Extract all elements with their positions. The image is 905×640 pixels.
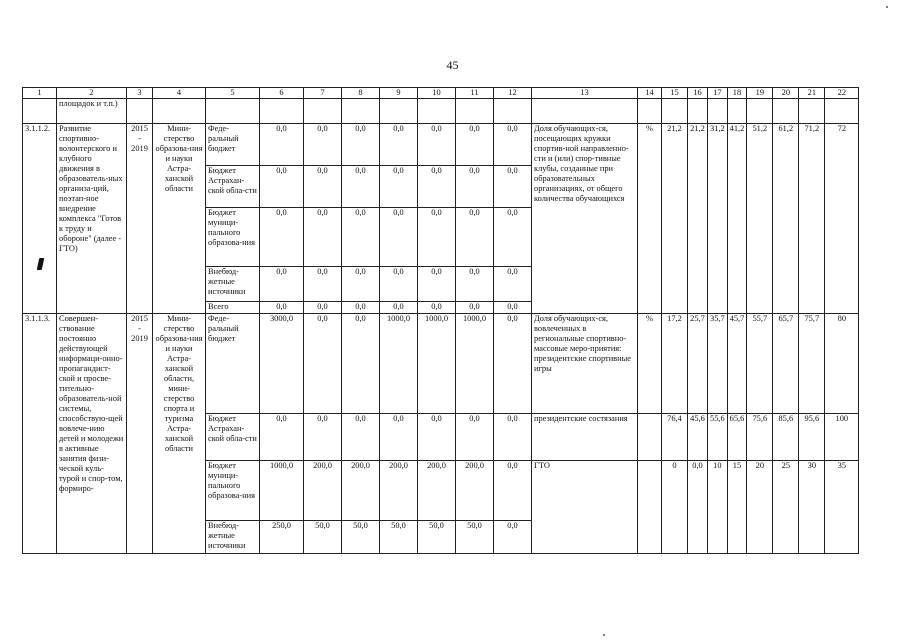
indicator-value: 65,7	[773, 314, 799, 414]
activity-years: 2015 - 2019	[127, 124, 153, 314]
column-number: 10	[418, 88, 456, 99]
funding-value: 0,0	[494, 461, 532, 521]
activity-name: Развитие спортивно-волонтерского и клубного движения в образователь-ных организа-ций, поэтап-ное внедрение комплекса "Готов к труду и обороне" (далее - ГТО)	[57, 124, 127, 314]
funding-value: 0,0	[418, 414, 456, 461]
indicator-value: 41,2	[727, 124, 747, 314]
funding-source: Внебюд-жетные источники	[206, 267, 260, 302]
funding-value: 0,0	[260, 302, 304, 314]
page-number: 45	[446, 58, 459, 72]
scan-speck	[603, 634, 605, 636]
funding-value: 0,0	[494, 414, 532, 461]
funding-value: 200,0	[418, 461, 456, 521]
funding-value: 50,0	[456, 521, 494, 554]
funding-source: Бюджет Астрахан-ской обла-сти	[206, 414, 260, 461]
indicator-value: 95,6	[799, 414, 825, 461]
funding-value: 0,0	[418, 302, 456, 314]
indicator-name: президентские состязания	[532, 414, 638, 461]
funding-value: 0,0	[342, 267, 380, 302]
funding-value: 0,0	[304, 208, 342, 267]
indicator-unit	[638, 414, 662, 461]
indicator-unit	[638, 461, 662, 554]
column-number: 15	[662, 88, 688, 99]
indicator-value: 65,6	[727, 414, 747, 461]
column-number: 19	[747, 88, 773, 99]
funding-value: 0,0	[260, 124, 304, 166]
column-number: 21	[799, 88, 825, 99]
activity-years: 2015 - 2019	[127, 314, 153, 554]
indicator-value: 21,2	[662, 124, 688, 314]
funding-value: 0,0	[304, 314, 342, 414]
funding-value: 1000,0	[456, 314, 494, 414]
column-number: 14	[638, 88, 662, 99]
indicator-value: 0,0	[688, 461, 708, 554]
funding-value: 0,0	[456, 208, 494, 267]
funding-value: 1000,0	[380, 314, 418, 414]
column-number-row	[23, 88, 859, 99]
continuation-row	[23, 99, 859, 124]
indicator-name: ГТО	[532, 461, 638, 554]
funding-value: 0,0	[418, 166, 456, 208]
indicator-value: 75,6	[747, 414, 773, 461]
funding-value: 0,0	[494, 124, 532, 166]
indicator-value: 25	[773, 461, 799, 554]
indicator-value: 35	[825, 461, 859, 554]
column-number: 5	[206, 88, 260, 99]
indicator-value: 31,2	[708, 124, 728, 314]
funding-value: 250,0	[260, 521, 304, 554]
indicator-value: 55,6	[708, 414, 728, 461]
funding-value: 50,0	[304, 521, 342, 554]
funding-value: 0,0	[304, 124, 342, 166]
funding-value: 50,0	[380, 521, 418, 554]
indicator-value: 72	[825, 124, 859, 314]
activity-name-continued: площадок и т.п.)	[57, 99, 127, 124]
activity-code: 3.1.1.2.	[23, 124, 57, 314]
column-number: 13	[532, 88, 638, 99]
funding-value: 3000,0	[260, 314, 304, 414]
column-number: 12	[494, 88, 532, 99]
indicator-value: 15	[727, 461, 747, 554]
column-number: 6	[260, 88, 304, 99]
indicator-value: 17,2	[662, 314, 688, 414]
indicator-value: 45,6	[688, 414, 708, 461]
column-number: 7	[304, 88, 342, 99]
indicator-value: 35,7	[708, 314, 728, 414]
funding-value: 0,0	[494, 521, 532, 554]
funding-value: 0,0	[342, 124, 380, 166]
funding-value: 0,0	[380, 208, 418, 267]
funding-value: 0,0	[418, 267, 456, 302]
funding-value: 0,0	[304, 414, 342, 461]
indicator-value: 45,7	[727, 314, 747, 414]
indicator-name: Доля обучающих-ся, вовлеченных в региональные спортивно-массовые меро-приятия: президентские спортивные игры	[532, 314, 638, 414]
table-row	[23, 124, 859, 166]
indicator-value: 0	[662, 461, 688, 554]
indicator-value: 100	[825, 414, 859, 461]
funding-value: 200,0	[456, 461, 494, 521]
funding-value: 0,0	[260, 414, 304, 461]
column-number: 9	[380, 88, 418, 99]
program-table	[22, 87, 859, 554]
funding-source: Бюджет муници-пального образова-ния	[206, 208, 260, 267]
column-number: 11	[456, 88, 494, 99]
indicator-value: 21,2	[688, 124, 708, 314]
funding-value: 0,0	[456, 414, 494, 461]
column-number: 17	[708, 88, 728, 99]
funding-value: 0,0	[304, 267, 342, 302]
table-row	[23, 314, 859, 414]
activity-executor: Мини-стерство образова-ния и науки Астра-ханской области, мини-стерство спорта и туризма Астра-ханской области	[153, 314, 206, 554]
funding-source: Феде-ральный бюджет	[206, 124, 260, 166]
funding-source: Всего	[206, 302, 260, 314]
funding-value: 0,0	[456, 166, 494, 208]
funding-value: 0,0	[456, 302, 494, 314]
funding-value: 0,0	[304, 302, 342, 314]
funding-value: 0,0	[380, 302, 418, 314]
indicator-value: 30	[799, 461, 825, 554]
indicator-name: Доля обучающих-ся, посещающих кружки спортив-ной направленно-сти и (или) спор-тивные клубы, созданные при образовательных организациях, от общего количества обучающихся	[532, 124, 638, 314]
funding-value: 200,0	[304, 461, 342, 521]
indicator-unit: %	[638, 314, 662, 414]
column-number: 18	[727, 88, 747, 99]
funding-value: 0,0	[342, 314, 380, 414]
indicator-unit: %	[638, 124, 662, 314]
indicator-value: 76,4	[662, 414, 688, 461]
funding-value: 0,0	[494, 208, 532, 267]
funding-value: 0,0	[456, 124, 494, 166]
funding-value: 1000,0	[260, 461, 304, 521]
column-number: 1	[23, 88, 57, 99]
indicator-value: 75,7	[799, 314, 825, 414]
funding-value: 0,0	[380, 166, 418, 208]
column-number: 2	[57, 88, 127, 99]
funding-value: 0,0	[342, 414, 380, 461]
funding-value: 0,0	[494, 302, 532, 314]
funding-source: Бюджет муници-пального образова-ния	[206, 461, 260, 521]
column-number: 4	[153, 88, 206, 99]
funding-value: 0,0	[380, 124, 418, 166]
indicator-value: 10	[708, 461, 728, 554]
indicator-value: 71,2	[799, 124, 825, 314]
funding-value: 0,0	[260, 166, 304, 208]
funding-value: 0,0	[418, 208, 456, 267]
funding-value: 0,0	[494, 314, 532, 414]
indicator-value: 20	[747, 461, 773, 554]
funding-value: 0,0	[342, 302, 380, 314]
activity-code: 3.1.1.3.	[23, 314, 57, 554]
indicator-value: 80	[825, 314, 859, 414]
activity-name: Совершен-ствование постоянно действующей информаци-онно-пропагандист-ской и просве-тительно-образователь-ной системы, способствую-щей вовлече-нию детей и молодежи в активные занятия физи-ческой куль-турой и спор-том, формиро-	[57, 314, 127, 554]
funding-source: Феде-ральный бюджет	[206, 314, 260, 414]
funding-value: 0,0	[304, 166, 342, 208]
funding-value: 0,0	[260, 267, 304, 302]
funding-value: 50,0	[342, 521, 380, 554]
column-number: 20	[773, 88, 799, 99]
activity-executor: Мини-стерство образова-ния и науки Астра-ханской области	[153, 124, 206, 314]
funding-value: 0,0	[418, 124, 456, 166]
funding-source: Бюджет Астрахан-ской обла-сти	[206, 166, 260, 208]
funding-value: 0,0	[342, 166, 380, 208]
funding-value: 0,0	[494, 267, 532, 302]
funding-value: 0,0	[494, 166, 532, 208]
column-number: 16	[688, 88, 708, 99]
column-number: 3	[127, 88, 153, 99]
funding-source: Внебюд-жетные источники	[206, 521, 260, 554]
funding-value: 200,0	[342, 461, 380, 521]
indicator-value: 51,2	[747, 124, 773, 314]
scan-speck	[886, 6, 888, 8]
funding-value: 200,0	[380, 461, 418, 521]
funding-value: 0,0	[456, 267, 494, 302]
indicator-value: 25,7	[688, 314, 708, 414]
indicator-value: 61,2	[773, 124, 799, 314]
column-number: 8	[342, 88, 380, 99]
funding-value: 50,0	[418, 521, 456, 554]
funding-value: 0,0	[380, 414, 418, 461]
funding-value: 0,0	[342, 208, 380, 267]
funding-value: 0,0	[380, 267, 418, 302]
column-number: 22	[825, 88, 859, 99]
indicator-value: 55,7	[747, 314, 773, 414]
indicator-value: 85,6	[773, 414, 799, 461]
funding-value: 1000,0	[418, 314, 456, 414]
funding-value: 0,0	[260, 208, 304, 267]
